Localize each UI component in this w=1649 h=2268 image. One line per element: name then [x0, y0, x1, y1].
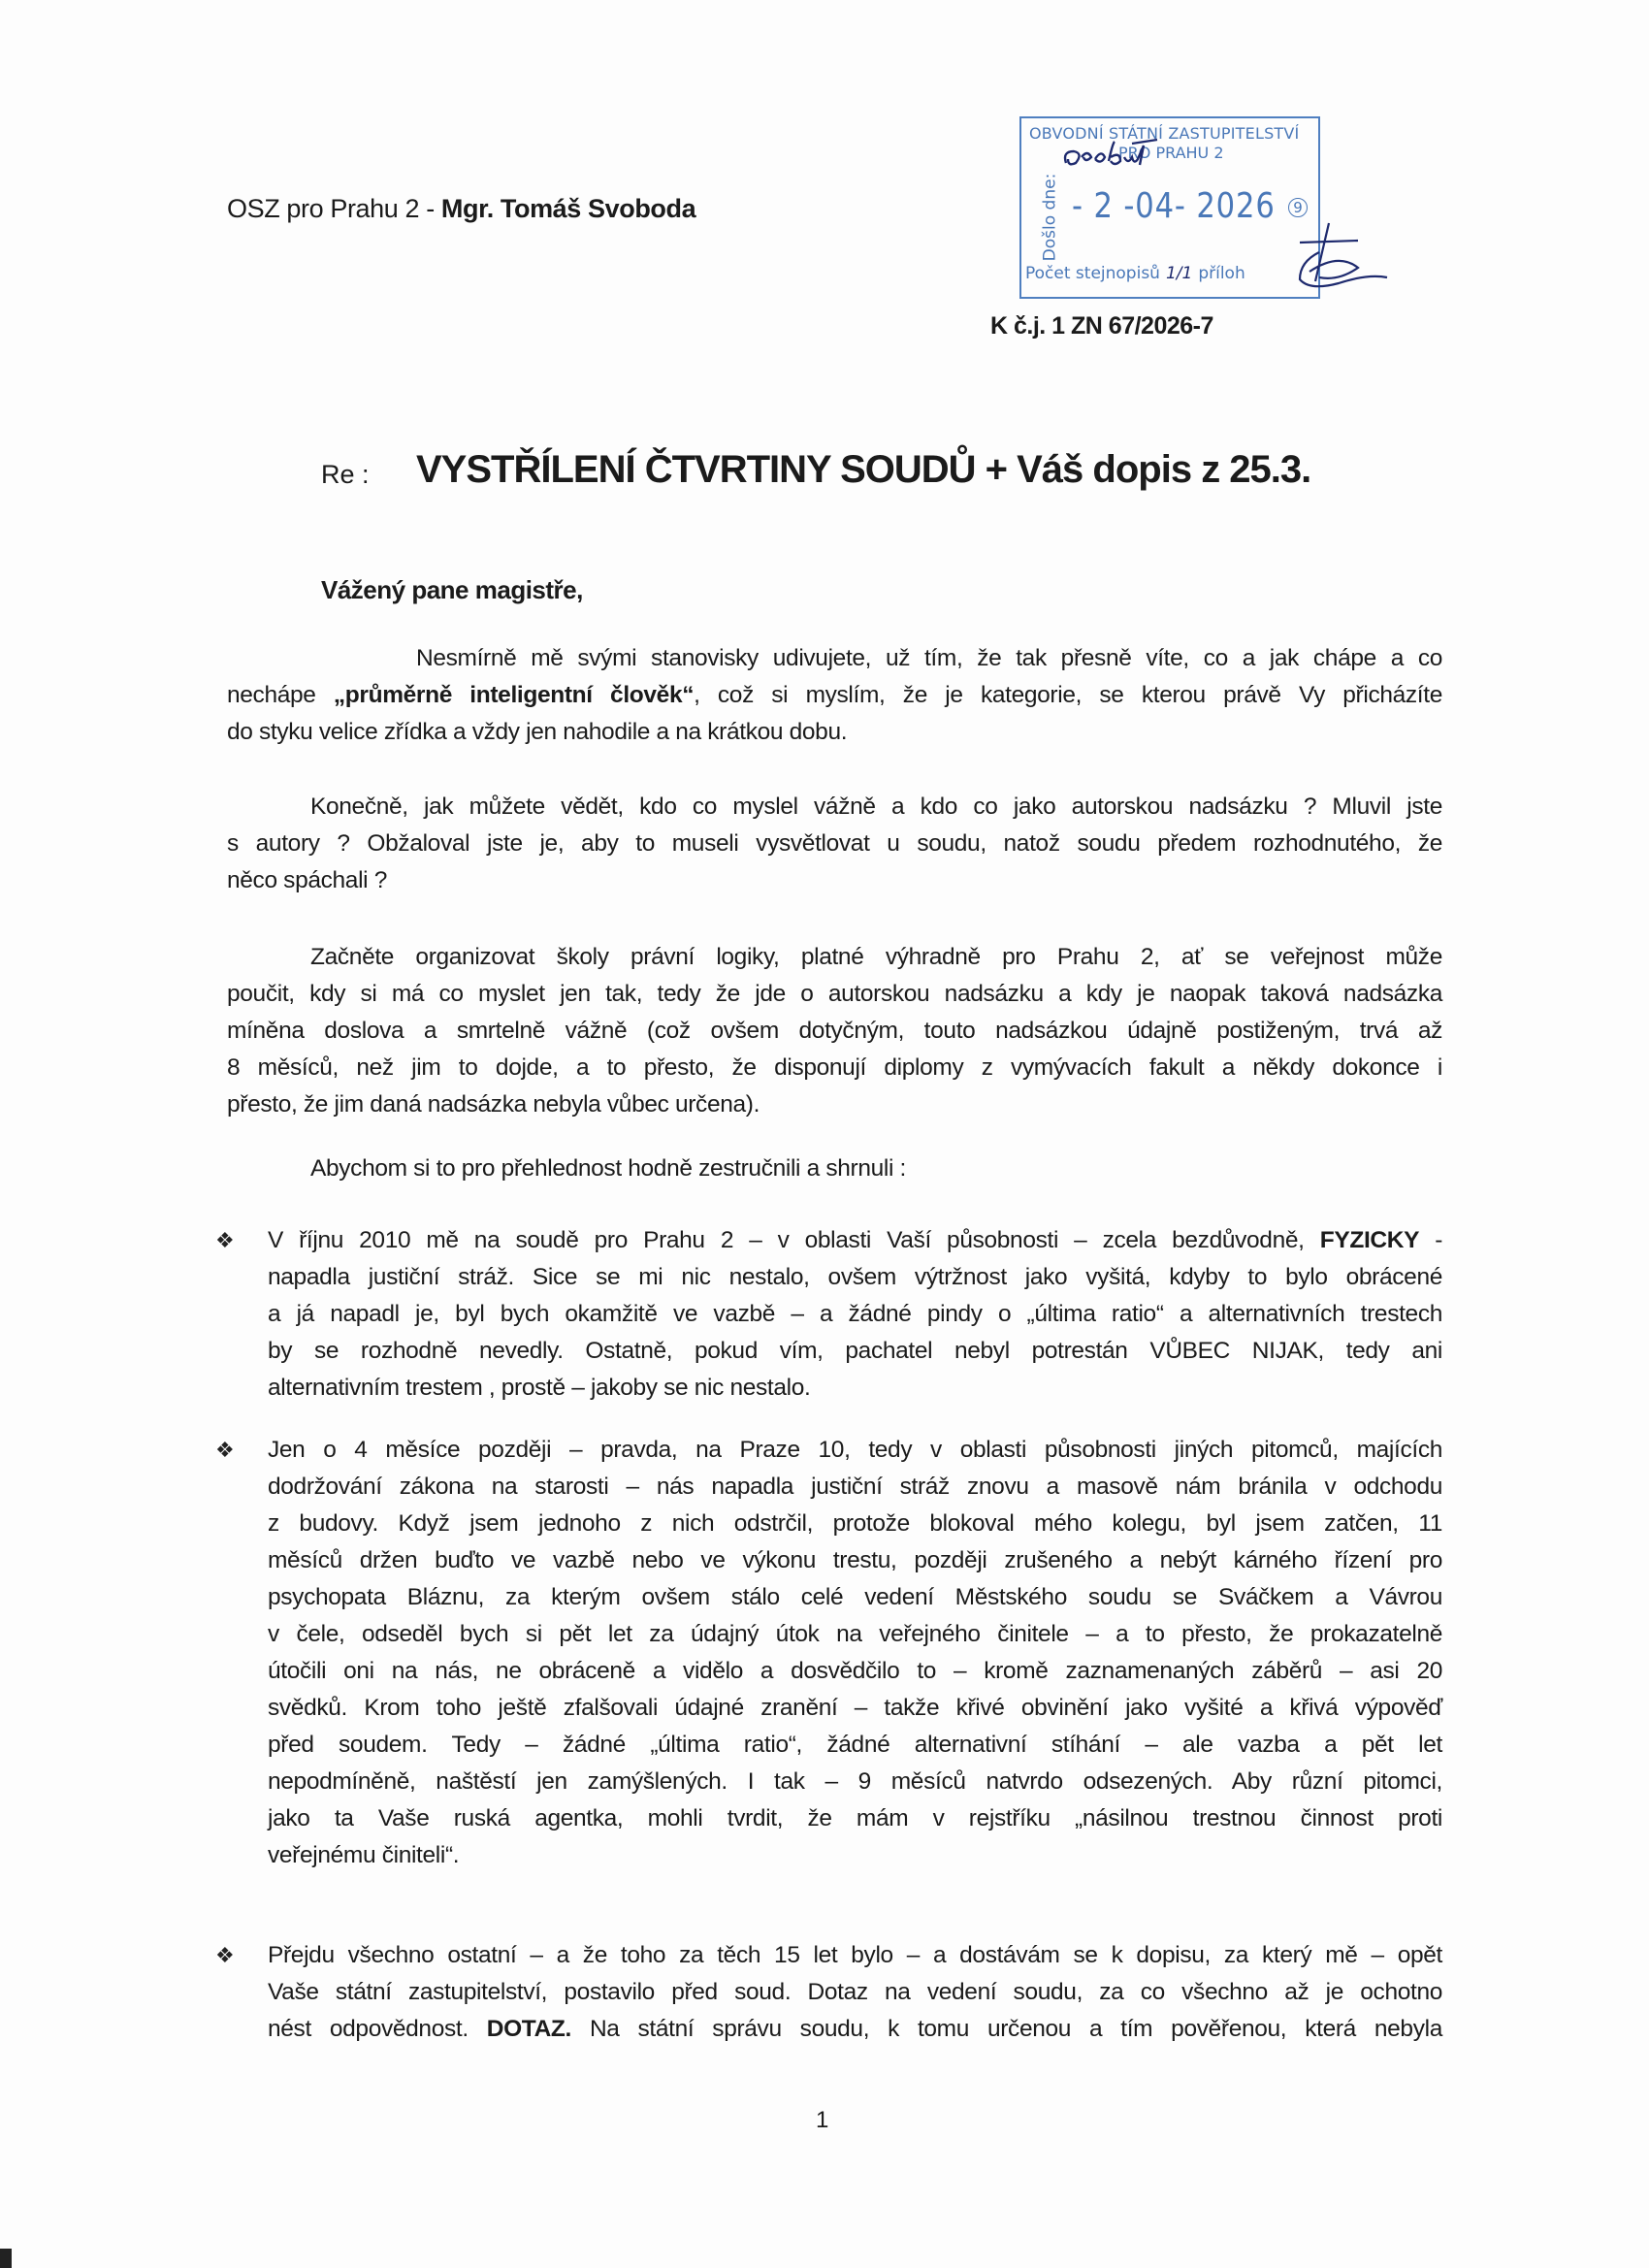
text-run: nést odpovědnost.: [268, 2016, 487, 2042]
text-run: 8 měsíců, než jim to dojde, a to přesto, že disponují diplomy z vymývacích fakult a někdy dokonce i: [227, 1054, 1442, 1081]
text-line: [227, 677, 1442, 714]
scan-edge-mark: [0, 2249, 12, 2268]
stamp-date: - 2 -04- 2026: [1072, 186, 1276, 226]
text-line: [227, 1086, 1442, 1123]
text-line: [268, 1469, 1442, 1506]
text-line: [268, 1974, 1442, 2011]
text-line: [268, 2011, 1442, 2048]
text-run: míněna doslova a smrtelně vážně (což ovšem dotyčným, touto nadsázkou údajně postiženým, trvá až: [227, 1018, 1442, 1044]
text-run: jako ta Vaše ruská agentka, mohli tvrdit, že mám v rejstříku „násilnou trestnou činnost proti: [268, 1805, 1442, 1831]
text-run: Jen o 4 měsíce později – pravda, na Praze 10, tedy v oblasti působnosti jiných pitomců, majících: [268, 1437, 1442, 1463]
stamp-office-city: PRO PRAHU 2: [1118, 144, 1224, 162]
paragraph: [227, 789, 1442, 899]
text-run: psychopata Bláznu, za kterým ovšem stálo celé vedení Městského soudu se Sváčkem a Vávrou: [268, 1584, 1442, 1610]
subject-title: VYSTŘÍLENÍ ČTVRTINY SOUDŮ + Váš dopis z 25.3.: [416, 448, 1311, 491]
text-line: [227, 1050, 1442, 1086]
stamp-attachments-label: příloh: [1198, 264, 1245, 283]
text-run: Abychom si to pro přehlednost hodně zestručnili a shrnuli :: [310, 1155, 906, 1182]
text-line: [227, 714, 1442, 751]
text-run: v čele, odseděl bych si pět let za údajný útok na veřejného činitele – a to přesto, že prokazatelně: [268, 1621, 1442, 1647]
text-line: [268, 1432, 1442, 1469]
text-line: [268, 1653, 1442, 1690]
text-line: [268, 1937, 1442, 1974]
case-reference: K č.j. 1 ZN 67/2026-7: [990, 312, 1213, 340]
paragraph: [227, 640, 1442, 751]
text-line: [268, 1542, 1442, 1579]
text-run: by se rozhodně nevedly. Ostatně, pokud vím, pachatel nebyl potrestán VŮBEC NIJAK, tedy ani: [268, 1338, 1442, 1364]
text-line: [227, 1150, 1442, 1187]
bullet-item: [215, 1222, 1443, 1407]
text-line: [268, 1616, 1442, 1653]
text-run: Začněte organizovat školy právní logiky, platné výhradně pro Prahu 2, ať se veřejnost může: [310, 944, 1442, 970]
paragraph: [227, 939, 1442, 1123]
text-run: -: [1419, 1227, 1443, 1253]
text-run: útočili oni na nás, ne obráceně a vidělo a dosvědčilo to – kromě zaznamenaných záběrů – asi 20: [268, 1658, 1442, 1684]
text-line: [268, 1370, 1442, 1407]
text-run: dodržování zákona na starosti – nás napadla justiční stráž znovu a masově nám bránila v odchodu: [268, 1474, 1442, 1500]
text-line: [268, 1690, 1442, 1727]
text-run: s autory ? Obžaloval jste je, aby to museli vysvětlovat u soudu, natož soudu předem rozhodnutého, že: [227, 830, 1442, 857]
stamp-copies: [1025, 264, 1245, 283]
text-run: Vaše státní zastupitelství, postavilo před soud. Dotaz na vedení soudu, za co všechno až je ochotno: [268, 1979, 1442, 2005]
handwritten-signature: [1290, 213, 1397, 301]
text-line: [268, 1222, 1442, 1259]
text-line: [268, 1579, 1442, 1616]
text-run: , což si myslím, že je kategorie, se kterou právě Vy přicházíte: [694, 682, 1442, 708]
page-number: 1: [816, 2107, 829, 2133]
addressee: [227, 194, 695, 224]
bullet-diamond-icon: ❖: [215, 1438, 235, 1462]
text-run: měsíců držen buďto ve vazbě nebo ve výkonu trestu, později zrušeného a nebýt kárného řízení pro: [268, 1547, 1442, 1573]
bullet-item: [215, 1432, 1442, 1874]
bold-text: „průměrně inteligentní člověk“: [333, 682, 695, 708]
stamp-copies-value: 1/1: [1165, 264, 1193, 283]
handwritten-note-osobne: [1060, 136, 1177, 175]
text-line: [268, 1727, 1442, 1764]
text-run: svědků. Krom toho ještě zfalšovali údajné zranění – takže křivé obvinění jako vyšité a křivá výpověď: [268, 1695, 1442, 1721]
text-line: [268, 1296, 1442, 1333]
text-line: [227, 640, 1442, 677]
bullet-item: [215, 1937, 1442, 2048]
addressee-office: OSZ pro Prahu 2 -: [227, 194, 441, 223]
text-run: alternativním trestem , prostě – jakoby se nic nestalo.: [268, 1375, 811, 1401]
text-line: [227, 939, 1442, 976]
text-run: Konečně, jak můžete vědět, kdo co myslel vážně a kdo co jako autorskou nadsázku ? Mluvil jste: [310, 794, 1442, 820]
text-run: nechápe: [227, 682, 334, 708]
text-run: V říjnu 2010 mě na soudě pro Prahu 2 – v oblasti Vaší působnosti – zcela bezdůvodně,: [268, 1227, 1320, 1253]
received-stamp: [1019, 116, 1320, 299]
paragraph: [227, 1150, 1442, 1187]
text-run: přesto, že jim daná nadsázka nebyla vůbec určena).: [227, 1091, 760, 1118]
text-run: do styku velice zřídka a vždy jen nahodile a na krátkou dobu.: [227, 719, 848, 745]
text-line: [227, 789, 1442, 826]
stamp-mark: 9: [1288, 198, 1308, 217]
stamp-office: OBVODNÍ STÁTNÍ ZASTUPITELSTVÍ: [1029, 124, 1300, 143]
text-line: [268, 1800, 1442, 1837]
text-run: z budovy. Když jsem jednoho z nich odstrčil, protože blokoval mého kolegu, byl jsem zatčen, 11: [268, 1510, 1442, 1537]
bullet-diamond-icon: ❖: [215, 1228, 235, 1252]
text-run: Přejdu všechno ostatní – a že toho za těch 15 let bylo – a dostávám se k dopisu, za který mě – opět: [268, 1942, 1442, 1968]
text-run: napadla justiční stráž. Sice se mi nic nestalo, ovšem výtržnost jako vyšitá, kdyby to bylo obrácené: [268, 1264, 1442, 1290]
stamp-received-label: Došlo dne:: [1040, 173, 1060, 262]
text-run: veřejnému činiteli“.: [268, 1842, 460, 1868]
bold-text: DOTAZ.: [486, 2016, 571, 2042]
bold-text: FYZICKY: [1319, 1227, 1420, 1253]
text-line: [227, 862, 1442, 899]
bullet-diamond-icon: ❖: [215, 1943, 235, 1967]
text-line: [268, 1764, 1442, 1800]
stamp-copies-label: Počet stejnopisů: [1025, 264, 1160, 283]
text-line: [268, 1837, 1442, 1874]
text-line: [227, 976, 1442, 1013]
text-run: něco spáchali ?: [227, 867, 388, 893]
addressee-name: Mgr. Tomáš Svoboda: [440, 194, 696, 223]
text-run: Nesmírně mě svými stanovisky udivujete, už tím, že tak přesně víte, co a jak chápe a co: [416, 645, 1442, 671]
subject-prefix: Re :: [321, 460, 370, 489]
text-run: nepodmíněně, naštěstí jen zamýšlených. I tak – 9 měsíců natvrdo odsezených. Aby různí pitomci,: [268, 1768, 1442, 1795]
text-run: před soudem. Tedy – žádné „última ratio“, žádné alternativní stíhání – ale vazba a pět let: [268, 1732, 1442, 1758]
text-line: [268, 1259, 1442, 1296]
text-run: Na státní správu soudu, k tomu určenou a tím pověřenou, která nebyla: [571, 2016, 1442, 2042]
text-line: [227, 826, 1442, 862]
text-run: a já napadl je, byl bych okamžitě ve vazbě – a žádné pindy o „última ratio“ a alternativních trestech: [268, 1301, 1442, 1327]
text-line: [268, 1333, 1442, 1370]
text-run: poučit, kdy si má co myslet jen tak, tedy že jde o autorskou nadsázku a kdy je naopak taková nadsázka: [227, 981, 1442, 1007]
greeting: Vážený pane magistře,: [321, 575, 583, 604]
text-line: [268, 1506, 1442, 1542]
text-line: [227, 1013, 1442, 1050]
